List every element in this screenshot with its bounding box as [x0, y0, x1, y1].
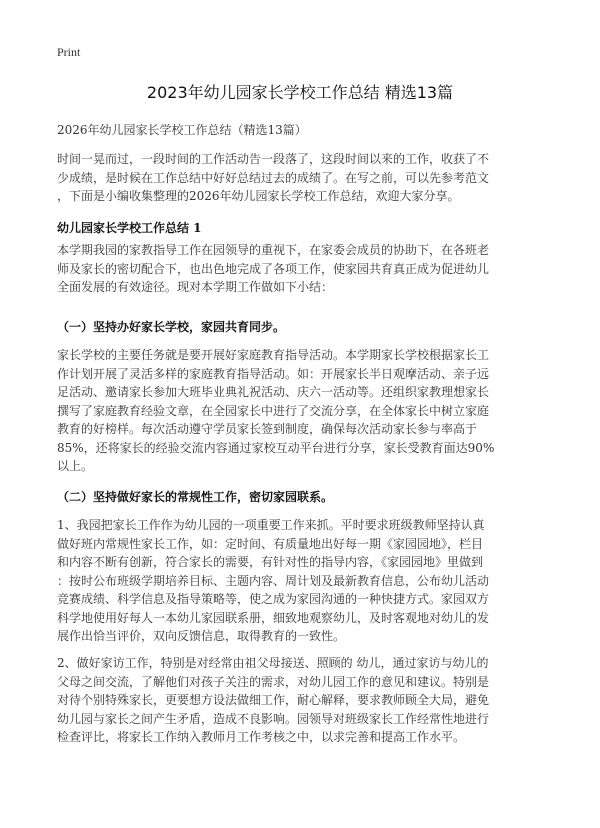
text-line: 师及家长的密切配合下，也出色地完成了各项工作，使家园共育真正成为促进幼儿	[57, 261, 490, 276]
text-line: 少成绩，是时候在工作总结中好好总结过去的成绩了。在写之前，可以先参考范文	[57, 170, 490, 185]
text-line: 全面发展的有效途径。现对本学期工作做如下小结：	[57, 280, 334, 294]
text-line: 85%，还将家长的经验交流内容通过家校互动平台进行分享，家长受教育面达90%	[57, 440, 495, 455]
page-title: 2023年幼儿园家长学校工作总结 精选13篇	[146, 83, 454, 102]
text-line: 和内容不断有创新，符合家长的需要，有针对性的指导内容，《家园园地》里做到	[57, 555, 484, 569]
text-line: 本学期我园的家教指导工作在园领导的重视下，在家委会成员的协助下，在各班老	[57, 243, 490, 257]
text-line: 足活动、邀请家长参加大班毕业典礼祝活动、庆六一活动等。还组织家教理想家长	[57, 385, 490, 399]
section-title: 幼儿园家长学校工作总结 1	[57, 221, 202, 235]
section-intro-paragraph	[57, 241, 547, 297]
text-line: 1、我园把家长工作作为幼儿园的一项重要工作来抓。平时要求班级教师坚持认真	[57, 518, 485, 532]
text-line: ，下面是小编收集整理的2026年幼儿园家长学校工作总结，欢迎大家分享。	[57, 189, 460, 203]
intro-paragraph	[57, 150, 547, 206]
text-line: 对待个别特殊家长，更要想方设法做细工作，耐心解释，要求教师顾全大局，避免	[57, 693, 490, 707]
text-line: 家长学校的主要任务就是要开展好家庭教育指导活动。本学期家长学校根据家长工	[57, 348, 490, 362]
text-line: ：按时公布班级学期培养目标、主题内容、周计划及最新教育信息，公布幼儿活动	[57, 573, 490, 588]
text-line: 以上。	[57, 459, 94, 473]
paragraph-two	[57, 516, 547, 646]
text-line: 做好班内常规性家长工作，如：定时间、有质量地出好每一期《家园园地》，栏目	[57, 536, 484, 551]
subtitle: 2026年幼儿园家长学校工作总结（精选13篇）	[57, 123, 307, 137]
text-line: 检查评比，将家长工作纳入教师月工作考核之中，以求完善和提高工作水平。	[57, 730, 466, 744]
text-line: 父母之间交流，了解他们对孩子关注的需求，对幼儿园工作的意见和建议。特别是	[57, 674, 490, 689]
paragraph-three	[57, 654, 547, 747]
text-line: 竞赛成绩、科学信息及指导策略等，使之成为家园沟通的一种快捷方式。家园双方	[57, 592, 490, 606]
text-line: 时间一晃而过，一段时间的工作活动告一段落了，这段时间以来的工作，收获了不	[57, 152, 490, 166]
text-line: 科学地使用好每人一本幼儿家园联系册，细致地观察幼儿，及时客观地对幼儿的发	[57, 610, 490, 625]
text-line: 作计划开展了灵活多样的家庭教育指导活动。如：开展家长半日观摩活动、亲子远	[57, 366, 490, 381]
print-link[interactable]: Print	[57, 45, 81, 59]
subheading-two: （二）坚持做好家长的常规性工作，密切家园联系。	[57, 490, 334, 504]
text-line: 幼儿园与家长之间产生矛盾，造成不良影响。园领导对班级家长工作经常性地进行	[57, 711, 490, 726]
text-line: 展作出恰当评价，双向反馈信息，取得教育的一致性。	[57, 629, 346, 643]
text-line: 教育的好榜样。每次活动遵守学员家长签到制度，确保每次活动家长参与率高于	[57, 422, 478, 436]
text-line: 撰写了家庭教育经验文章，在全园家长中进行了交流分享，在全体家长中树立家庭	[57, 403, 490, 418]
text-line: 2、做好家访工作，特别是对经常由祖父母接送、照顾的 幼儿，通过家访与幼儿的	[57, 656, 489, 670]
paragraph-one	[57, 346, 547, 476]
subheading-one: （一）坚持办好家长学校，家园共育同步。	[57, 320, 286, 334]
